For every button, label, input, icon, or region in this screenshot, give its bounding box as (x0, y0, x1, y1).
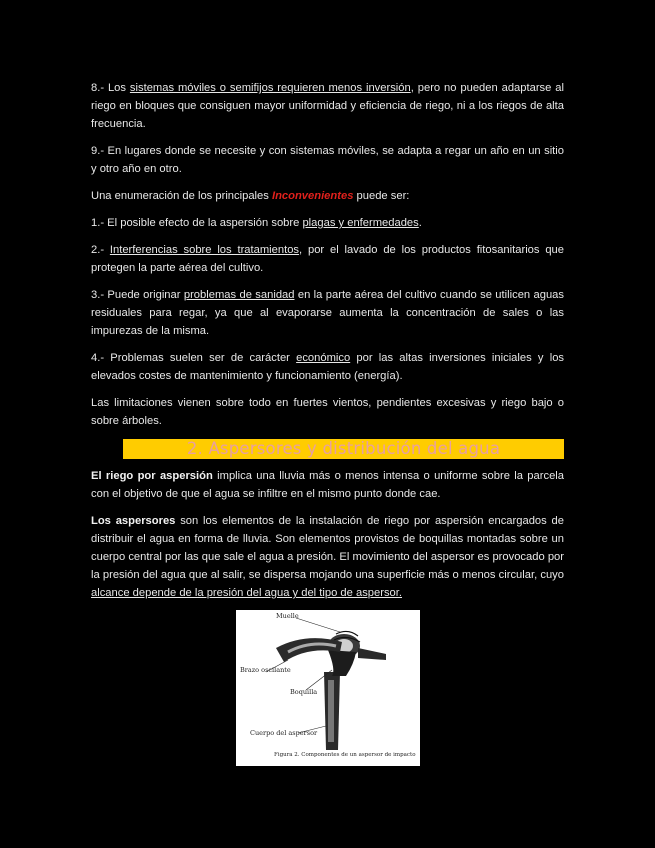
underlined-phrase: alcance depende de la presión del agua y del tipo de aspersor. (91, 587, 402, 599)
inconveniente-3 (91, 286, 564, 340)
paragraph-8 (91, 79, 564, 133)
underlined-phrase: económico (296, 352, 351, 364)
label-cuerpo: Cuerpo del aspersor (250, 729, 318, 737)
text: . (418, 217, 422, 229)
inconveniente-1 (91, 214, 564, 232)
inconvenientes-highlight: Inconvenientes (271, 190, 354, 202)
section-heading: 2. Aspersores y distribución del agua (123, 439, 564, 459)
text: 3.- Puede originar (91, 289, 184, 301)
bold-term: El riego por aspersión (91, 470, 213, 482)
inconveniente-2 (91, 241, 564, 277)
text: implica una lluvia más o menos intensa o uniforme sobre la parcela con el objetivo de que el agua se infiltre en el mismo punto donde cae. (91, 470, 564, 500)
text: son los elementos de la instalación de riego por aspersión encargados de distribuir el agua en forma de lluvia. Son elementos provistos de boquillas montadas sobre un cuerpo central por las que sale el agua a presión. El movimiento del aspersor es provocado por la presión del agua que al salir, se dispersa mojando una superficie más o menos circular, cuyo (91, 515, 564, 581)
riego-paragraph (91, 467, 564, 503)
bold-term: Los aspersores (91, 515, 176, 527)
underlined-phrase: problemas de sanidad (183, 289, 295, 301)
underlined-phrase: sistemas móviles o semifijos requieren menos inversión (129, 82, 411, 94)
text: 1.- El posible efecto de la aspersión sobre (91, 217, 303, 229)
figure-caption: Figura 2. Componentes de un aspersor de impacto (274, 752, 416, 758)
text: puede ser: (353, 190, 410, 202)
text: 2.- (91, 244, 110, 256)
underlined-phrase: plagas y enfermedades (302, 217, 419, 229)
text: por las altas inversiones iniciales y los elevados costes de mantenimiento y funcionamiento (energía). (91, 352, 565, 382)
text: , por el lavado de los productos fitosanitarios que protegen la parte aérea del cultivo. (91, 244, 564, 274)
text: 8.- Los (91, 82, 130, 94)
paragraph-9: 9.- En lugares donde se necesite y con sistemas móviles, se adapta a regar un año en un sitio y otro año en otro. (91, 145, 564, 175)
text: , pero no pueden adaptarse al riego en bloques que consiguen mayor uniformidad y eficiencia de riego, ni a los riegos de alta frecuencia. (91, 82, 564, 130)
sprinkler-drawing (236, 610, 420, 766)
text: en la parte aérea del cultivo cuando se utilicen aguas residuales para regar, ya que al evaporarse aumenta la concentración de sales o las impurezas de la misma. (91, 289, 564, 337)
underlined-phrase: Interferencias sobre los tratamientos (109, 244, 300, 256)
sprinkler-figure (236, 610, 420, 766)
label-muelle: Muelle (276, 612, 299, 620)
limitaciones-paragraph: Las limitaciones vienen sobre todo en fuertes vientos, pendientes excesivas y riego bajo o sobre árboles. (91, 397, 564, 427)
document-page (91, 79, 564, 611)
text: Una enumeración de los principales (91, 190, 272, 202)
inconvenientes-intro (91, 187, 564, 205)
label-brazo: Brazo oscilante (240, 666, 291, 674)
label-boquilla: Boquilla (290, 688, 318, 696)
inconveniente-4 (91, 349, 564, 385)
text: 4.- Problemas suelen ser de carácter (91, 352, 297, 364)
aspersores-paragraph (91, 512, 564, 602)
